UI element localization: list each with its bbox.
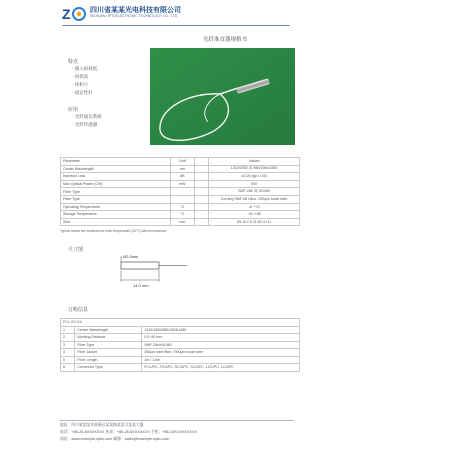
- spec-cell: Parameter: [61, 158, 171, 166]
- ordering-cell: 3: [61, 341, 75, 349]
- feature-item: · 稳定性好: [72, 90, 93, 95]
- application-item: · 光纤传感器: [72, 122, 98, 127]
- spec-cell: [194, 165, 208, 173]
- ordering-cell: FC/UPC, FC/APC, SC/UPC, SC/APC, LC/UPC, LC/APC: [142, 364, 300, 372]
- spec-cell: nm: [170, 165, 194, 173]
- svg-text:Z: Z: [62, 6, 71, 22]
- ordering-heading: 订购信息: [68, 307, 89, 313]
- spec-cell: [194, 158, 208, 166]
- ordering-cell: 250μm bare fiber / 900μm loose tube: [142, 349, 300, 357]
- length-label: 14.0 mm: [133, 283, 149, 288]
- feature-item: · 插入损耗低: [72, 66, 98, 71]
- ordering-cell: Center Wavelength: [75, 326, 142, 334]
- ordering-cell: 1: [61, 326, 75, 334]
- ordering-cell: 0.5~50 mm: [142, 334, 300, 342]
- spec-row: [61, 218, 300, 226]
- ordering-cell: SMF-28e/HI1060: [142, 341, 300, 349]
- ordering-cell: 1310/1550/980/1064/1480: [142, 326, 300, 334]
- spec-row: [61, 211, 300, 219]
- spec-cell: -5~+70: [209, 203, 300, 211]
- ordering-cell: 2: [61, 334, 75, 342]
- dimension-drawing: [115, 252, 195, 292]
- ordering-row: [61, 334, 300, 342]
- spec-row: [61, 180, 300, 188]
- spec-row: [61, 195, 300, 203]
- company-name-en: SICHUAN OPTOELECTRONIC TECHNOLOGY CO., LTD: [90, 14, 178, 18]
- ordering-cell: Fiber Type: [75, 341, 142, 349]
- spec-cell: ≤0.25 (typ 0.15): [209, 173, 300, 181]
- spec-row: [61, 188, 300, 196]
- dimensions-heading: 尺寸图: [68, 247, 84, 253]
- ordering-cell: Working Distance: [75, 334, 142, 342]
- spec-cell: [194, 211, 208, 219]
- spec-row: [61, 203, 300, 211]
- applications-heading: 应用: [68, 107, 79, 113]
- document-title: 光纤准直器规格书: [202, 37, 247, 43]
- spec-cell: [194, 188, 208, 196]
- spec-cell: Center Wavelength: [61, 165, 171, 173]
- spec-header-row: [61, 158, 300, 166]
- ordering-row: [61, 364, 300, 372]
- company-name-cn: 四川省某某光电科技有限公司: [90, 7, 181, 14]
- collimator-body: [121, 262, 159, 269]
- ordering-cell: Fiber Jacket: [75, 349, 142, 357]
- ordering-row: [61, 341, 300, 349]
- spec-cell: Max Optical Power (CW): [61, 180, 171, 188]
- ordering-row: [61, 349, 300, 357]
- diameter-label: Ø2.0mm: [123, 254, 139, 259]
- spec-cell: [170, 195, 194, 203]
- spec-cell: mW: [170, 180, 194, 188]
- features-heading: 特点: [68, 59, 79, 65]
- spec-cell: °C: [170, 211, 194, 219]
- spec-cell: Operating Temperature: [61, 203, 171, 211]
- spec-row: [61, 165, 300, 173]
- ordering-cell: 5: [61, 356, 75, 364]
- spec-cell: Corning SMF-28 Ultra / 900μm loose tube: [209, 195, 300, 203]
- spec-cell: dB: [170, 173, 194, 181]
- ordering-row: [61, 356, 300, 364]
- spec-cell: [194, 173, 208, 181]
- spec-cell: SMF-28e 或 HI1060: [209, 188, 300, 196]
- spec-cell: Storage Temperature: [61, 211, 171, 219]
- spec-cell: 500: [209, 180, 300, 188]
- feature-item: · 回损高: [72, 74, 89, 79]
- footer-address: 地址：四川省某某市高新区某某路某某号某某大厦: [60, 423, 144, 427]
- application-item: · 光纤通信系统: [72, 114, 102, 119]
- footer-web: 网址：www.example-optic.com 邮箱：sales@example-optic.com: [60, 437, 170, 441]
- spec-cell: [194, 203, 208, 211]
- spec-cell: Size: [61, 218, 171, 226]
- spec-cell: -40~+85: [209, 211, 300, 219]
- ordering-cell: Connector Type: [75, 364, 142, 372]
- footer-phone: 电话：+86-28-8XXXXXXX 传真：+86-28-8XXXXXXX 手机：+86-13XXXXXXXXX: [60, 430, 198, 434]
- ordering-code: FCL-XX-XX: [61, 319, 300, 327]
- spec-cell: °C: [170, 203, 194, 211]
- spec-cell: [194, 195, 208, 203]
- ordering-cell: 6: [61, 364, 75, 372]
- ordering-cell: Fiber Length: [75, 356, 142, 364]
- spec-cell: mm: [170, 218, 194, 226]
- feature-item: · 体积小: [72, 82, 89, 87]
- spec-cell: [194, 218, 208, 226]
- specifications-table: [60, 157, 300, 226]
- spec-cell: [170, 188, 194, 196]
- product-photo: [150, 48, 295, 145]
- spec-cell: Values: [209, 158, 300, 166]
- spec-cell: [194, 180, 208, 188]
- company-logo: [62, 5, 86, 23]
- spec-cell: Fiber Type: [61, 188, 171, 196]
- header-divider: [62, 25, 290, 26]
- ordering-row: [61, 326, 300, 334]
- footer-divider: [60, 420, 294, 421]
- ordering-table: [60, 318, 300, 372]
- spec-note: Typical values are measured at room temperature (23°C) without connector.: [60, 229, 168, 233]
- ordering-cell: 4: [61, 349, 75, 357]
- spec-cell: Insertion Loss: [61, 173, 171, 181]
- spec-row: [61, 173, 300, 181]
- ordering-cell: 1m / 1.5m: [142, 356, 300, 364]
- spec-cell: 1310/1550 或 980/1064/1550: [209, 165, 300, 173]
- spec-cell: Unit: [170, 158, 194, 166]
- spec-cell: Ø1.8×7.8 或 Ø2.0×11: [209, 218, 300, 226]
- spec-cell: Fiber Type: [61, 195, 171, 203]
